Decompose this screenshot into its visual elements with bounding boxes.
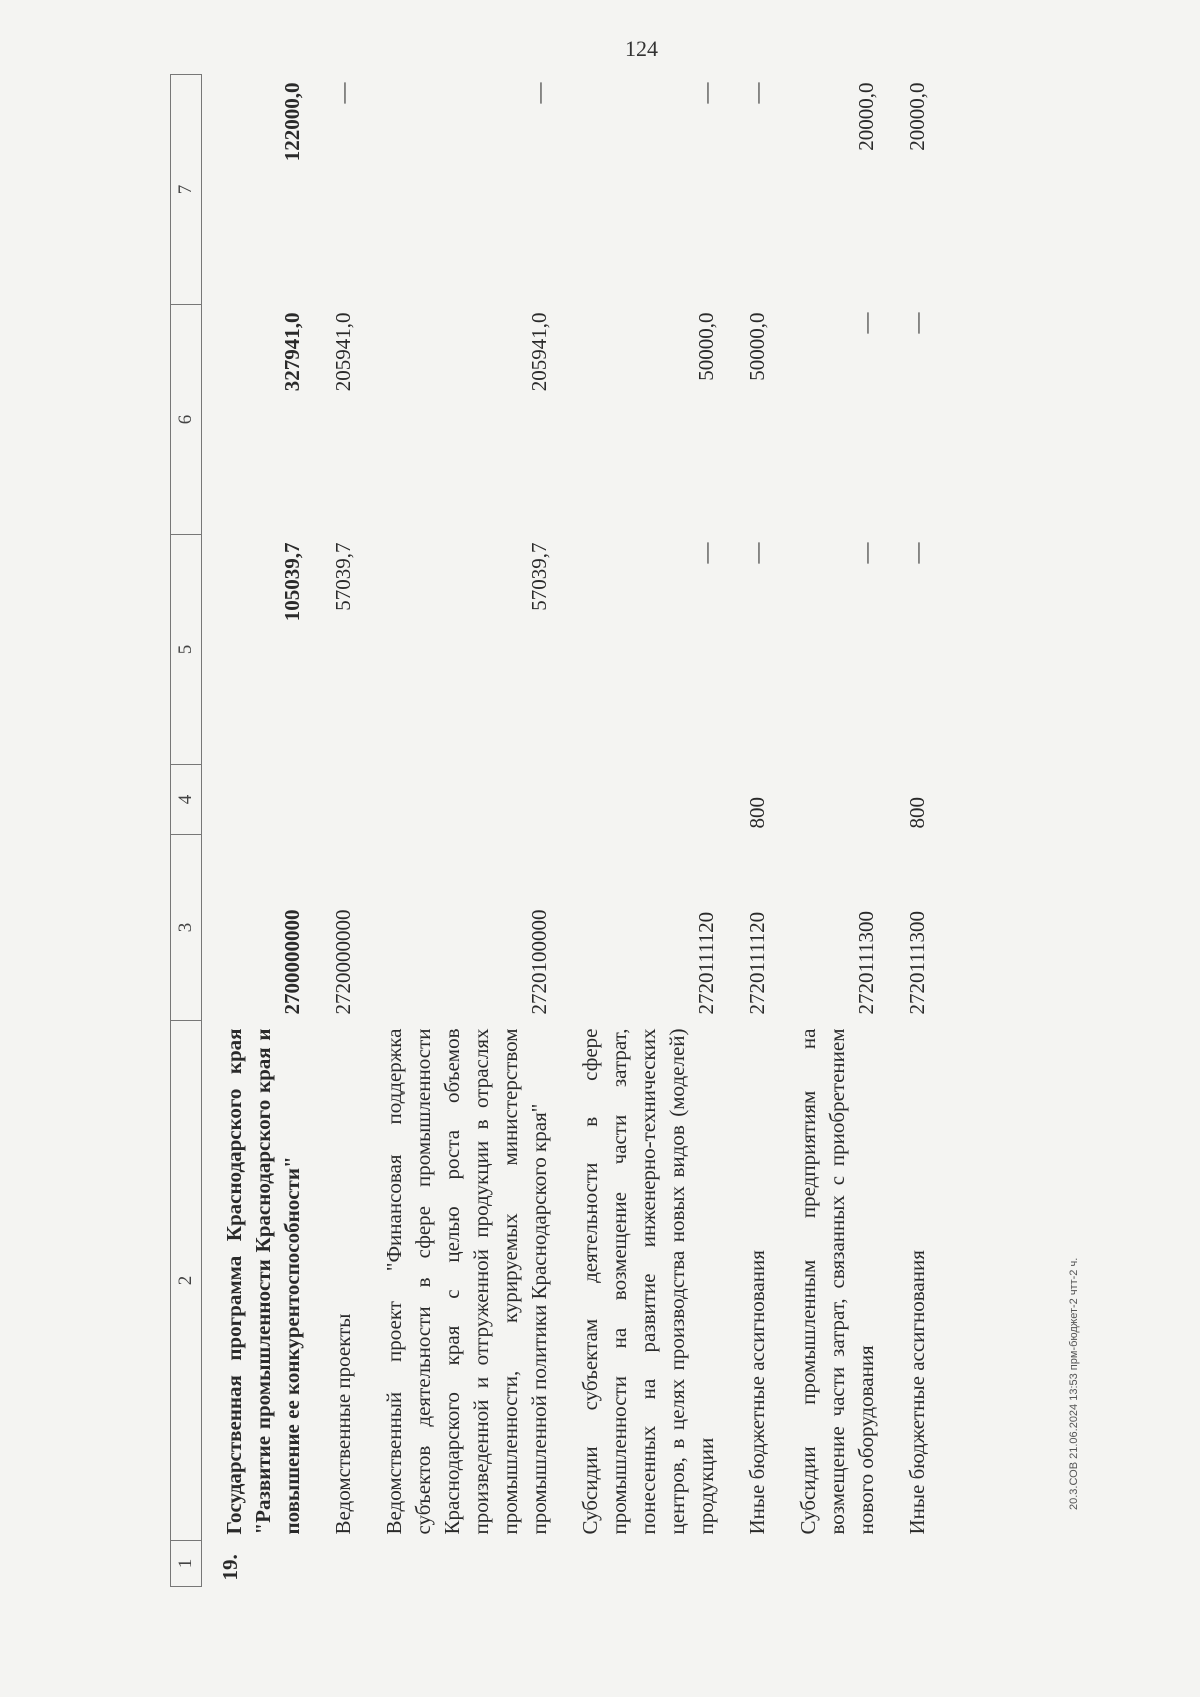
row-type	[362, 765, 558, 835]
table-row	[558, 75, 725, 1587]
table-row	[776, 75, 885, 1587]
row-code: 2720111120	[694, 911, 718, 1015]
rotated-table-container	[170, 75, 1070, 1587]
header-col-3: 3	[171, 835, 202, 1021]
row-amount-2: 50000,0	[745, 312, 769, 381]
row-amount-3: 20000,0	[905, 82, 929, 151]
table-body	[202, 75, 937, 1587]
table-row	[202, 75, 312, 1587]
row-index	[558, 1541, 725, 1587]
page-number: 124	[625, 36, 658, 61]
table-row	[362, 75, 558, 1587]
row-name: Государственная программа Краснодарского края "Развитие промышленности Краснодарского края и повышение ее конкурентоспособности"	[222, 1028, 304, 1535]
row-amount-1: —	[745, 542, 769, 564]
row-amount-1: 57039,7	[331, 542, 355, 611]
row-name: Ведомственные проекты	[331, 1313, 355, 1535]
row-amount-2: 205941,0	[331, 312, 355, 392]
row-amount-1: 105039,7	[280, 542, 304, 622]
row-name: Ведомственный проект "Финансовая поддержка субъектов деятельности в сфере промышленности Краснодарского края с целью роста объемов произведенной и отгруженной продукции в отраслях промышленности, курируемых министерством промышленной политики Краснодарского края"	[382, 1028, 551, 1535]
row-amount-2: 50000,0	[694, 312, 718, 381]
row-amount-1: —	[905, 542, 929, 564]
row-type: 800	[745, 797, 769, 829]
row-amount-3: 20000,0	[854, 82, 878, 151]
row-type	[558, 765, 725, 835]
row-amount-3: 122000,0	[280, 82, 304, 162]
table-row	[725, 75, 776, 1587]
row-name: Иные бюджетные ассигнования	[905, 1250, 929, 1535]
row-amount-3: —	[694, 82, 718, 104]
row-code: 2720111300	[854, 911, 878, 1015]
row-amount-2: 327941,0	[280, 312, 304, 392]
footer-note: 20.3.СОВ 21.06.2024 13:53 прм-бюджет-2 чтт-2 ч.	[1068, 1257, 1080, 1510]
budget-table	[170, 74, 936, 1587]
row-amount-1: 57039,7	[527, 542, 551, 611]
row-code: 2720111120	[745, 911, 769, 1015]
row-index: 19.	[218, 1554, 242, 1581]
row-type: 800	[905, 797, 929, 829]
row-amount-2: —	[854, 312, 878, 334]
row-amount-3: —	[745, 82, 769, 104]
row-index	[311, 1541, 362, 1587]
row-type	[776, 765, 885, 835]
row-type	[202, 765, 312, 835]
row-amount-2: —	[905, 312, 929, 334]
row-index	[776, 1541, 885, 1587]
header-col-1: 1	[171, 1541, 202, 1587]
header-col-5: 5	[171, 535, 202, 765]
header-col-2: 2	[171, 1021, 202, 1541]
row-amount-1: —	[694, 542, 718, 564]
row-amount-2: 205941,0	[527, 312, 551, 392]
row-index	[362, 1541, 558, 1587]
row-type	[311, 765, 362, 835]
row-code: 2720100000	[527, 909, 551, 1015]
table-row	[885, 75, 936, 1587]
row-amount-3: —	[527, 82, 551, 104]
row-amount-3: —	[331, 82, 355, 104]
row-name: Субсидии промышленным предприятиям на возмещение части затрат, связанных с приобретением нового оборудования	[796, 1028, 878, 1535]
table-row	[311, 75, 362, 1587]
row-index	[725, 1541, 776, 1587]
header-col-7: 7	[171, 75, 202, 305]
row-name: Субсидии субъектам деятельности в сфере промышленности на возмещение части затрат, понесенных на развитие инженерно-технических центров, в целях производства новых видов (моделей) продукции	[578, 1028, 718, 1535]
header-col-4: 4	[171, 765, 202, 835]
row-code: 2720000000	[331, 909, 355, 1015]
row-code: 2720111300	[905, 911, 929, 1015]
table-header-row	[171, 75, 202, 1587]
header-col-6: 6	[171, 305, 202, 535]
row-index	[885, 1541, 936, 1587]
row-code: 2700000000	[280, 909, 304, 1015]
row-name: Иные бюджетные ассигнования	[745, 1250, 769, 1535]
row-amount-1: —	[854, 542, 878, 564]
